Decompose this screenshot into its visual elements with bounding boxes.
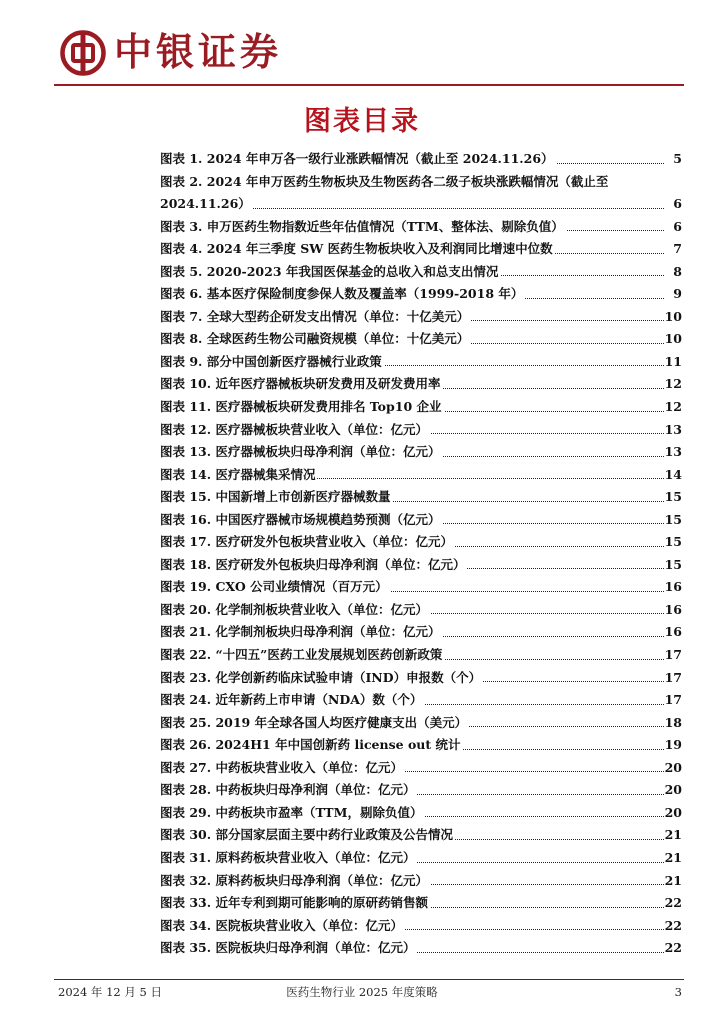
toc-entry-text: 图表 24. 近年新药上市申请（NDA）数（个）: [160, 689, 424, 712]
toc-entry-text: 2024.11.26）: [160, 193, 253, 216]
toc-page-number: 21: [664, 872, 682, 888]
toc-page-number: 6: [673, 196, 682, 212]
toc-entry-text: 图表 23. 化学创新药临床试验申请（IND）申报数（个）: [160, 667, 483, 690]
toc-page-number: 13: [664, 421, 682, 437]
toc-entry-text: 图表 11. 医疗器械板块研发费用排名 Top10 企业: [160, 396, 444, 419]
toc-entry-text: 图表 31. 原料药板块营业收入（单位：亿元）: [160, 847, 417, 870]
toc-page-number: 15: [664, 489, 682, 505]
toc-entry[interactable]: [160, 554, 682, 577]
toc-entry[interactable]: [160, 621, 682, 644]
toc-page-number: 18: [664, 714, 682, 730]
toc-entry-text: 图表 29. 中药板块市盈率（TTM，剔除负值）: [160, 802, 424, 825]
toc-entry-text: 图表 19. CXO 公司业绩情况（百万元）: [160, 576, 390, 599]
toc-entry[interactable]: [160, 892, 682, 915]
toc-entry[interactable]: [160, 779, 682, 802]
toc-entry-text: 图表 20. 化学制剂板块营业收入（单位：亿元）: [160, 599, 430, 622]
bank-of-china-logo-icon: [60, 30, 106, 76]
toc-page-number: 17: [664, 647, 682, 663]
toc-entry[interactable]: [160, 870, 682, 893]
toc-page-number: 22: [664, 940, 682, 956]
toc-page-number: 20: [664, 782, 682, 798]
toc-entry-text: 图表 18. 医疗研发外包板块归母净利润（单位：亿元）: [160, 554, 467, 577]
toc-entry-text: 图表 27. 中药板块营业收入（单位：亿元）: [160, 757, 405, 780]
toc-entry-text: 图表 17. 医疗研发外包板块营业收入（单位：亿元）: [160, 531, 455, 554]
toc-entry-text: 图表 7. 全球大型药企研发支出情况（单位：十亿美元）: [160, 306, 471, 329]
toc-entry[interactable]: [160, 351, 682, 374]
toc-entry[interactable]: [160, 915, 682, 938]
toc-entry[interactable]: [160, 531, 682, 554]
toc-entry-continuation[interactable]: [160, 193, 682, 216]
toc-entry-text: 图表 10. 近年医疗器械板块研发费用及研发费用率: [160, 373, 442, 396]
toc-page-number: 10: [664, 308, 682, 324]
toc-entry[interactable]: [160, 171, 682, 194]
toc-page-number: 16: [664, 601, 682, 617]
toc-entry[interactable]: [160, 441, 682, 464]
toc-entry[interactable]: [160, 238, 682, 261]
toc-entry-text: 图表 9. 部分中国创新医疗器械行业政策: [160, 351, 384, 374]
toc-entry-text: 图表 21. 化学制剂板块归母净利润（单位：亿元）: [160, 621, 442, 644]
toc-entry-text: 图表 28. 中药板块归母净利润（单位：亿元）: [160, 779, 417, 802]
toc-entry[interactable]: [160, 937, 682, 960]
toc-entry[interactable]: [160, 667, 682, 690]
toc-entry[interactable]: [160, 599, 682, 622]
toc-entry-text: 图表 3. 申万医药生物指数近些年估值情况（TTM、整体法、剔除负值）: [160, 216, 566, 239]
toc-page-number: 5: [673, 151, 682, 166]
toc-page-number: 12: [664, 376, 682, 392]
toc-page-number: 6: [673, 218, 682, 234]
toc-page-number: 20: [664, 804, 682, 820]
toc-entry-text: 图表 4. 2024 年三季度 SW 医药生物板块收入及利润同比增速中位数: [160, 238, 555, 261]
toc-page-number: 16: [664, 624, 682, 640]
toc-entry-text: 图表 33. 近年专利到期可能影响的原研药销售额: [160, 892, 430, 915]
toc-page-number: 21: [664, 849, 682, 865]
toc-page-number: 15: [664, 556, 682, 572]
toc-entry[interactable]: [160, 486, 682, 509]
toc-entry-text: 图表 35. 医院板块归母净利润（单位：亿元）: [160, 937, 417, 960]
table-of-figures: [160, 148, 682, 960]
toc-entry[interactable]: [160, 802, 682, 825]
toc-entry[interactable]: [160, 644, 682, 667]
toc-entry[interactable]: [160, 712, 682, 735]
brand-name: 中银证券: [114, 30, 283, 74]
toc-entry-text: 图表 5. 2020-2023 年我国医保基金的总收入和总支出情况: [160, 261, 500, 284]
toc-entry[interactable]: [160, 509, 682, 532]
toc-entry-text: 图表 8. 全球医药生物公司融资规模（单位：十亿美元）: [160, 328, 471, 351]
toc-page-number: 13: [664, 444, 682, 460]
toc-entry-text: 图表 30. 部分国家层面主要中药行业政策及公告情况: [160, 824, 455, 847]
toc-page-number: 10: [664, 331, 682, 347]
toc-page-number: 7: [673, 241, 682, 257]
toc-entry[interactable]: [160, 396, 682, 419]
toc-page-number: 12: [664, 399, 682, 415]
toc-page-number: 22: [664, 917, 682, 933]
footer-page-number: 3: [674, 985, 682, 999]
toc-page-number: 17: [664, 669, 682, 685]
toc-entry[interactable]: [160, 328, 682, 351]
toc-entry-text: 图表 34. 医院板块营业收入（单位：亿元）: [160, 915, 405, 938]
toc-entry[interactable]: [160, 419, 682, 442]
toc-page-number: 19: [664, 737, 682, 753]
toc-entry-text: 图表 15. 中国新增上市创新医疗器械数量: [160, 486, 392, 509]
toc-page-number: 8: [673, 263, 682, 279]
toc-entry[interactable]: [160, 847, 682, 870]
toc-page-number: 17: [664, 692, 682, 708]
toc-entry-text: 图表 2. 2024 年申万医药生物板块及生物医药各二级子板块涨跌幅情况（截止至: [160, 171, 682, 194]
toc-entry-text: 图表 1. 2024 年申万各一级行业涨跌幅情况（截止至 2024.11.26）: [160, 148, 556, 171]
toc-title: 图表目录: [304, 106, 420, 137]
toc-page-number: 20: [664, 759, 682, 775]
footer-date: 2024 年 12 月 5 日: [58, 985, 162, 999]
toc-page-number: 16: [664, 579, 682, 595]
toc-page-number: 11: [664, 353, 682, 369]
toc-entry[interactable]: [160, 373, 682, 396]
toc-entry[interactable]: [160, 464, 682, 487]
toc-entry[interactable]: [160, 576, 682, 599]
toc-page-number: 14: [664, 466, 682, 482]
footer-divider: [54, 979, 684, 980]
toc-entry-text: 图表 12. 医疗器械板块营业收入（单位：亿元）: [160, 419, 430, 442]
toc-entry[interactable]: [160, 283, 682, 306]
header-divider: [54, 84, 684, 86]
toc-entry-text: 图表 25. 2019 年全球各国人均医疗健康支出（美元）: [160, 712, 469, 735]
toc-entry[interactable]: [160, 824, 682, 847]
toc-entry-text: 图表 14. 医疗器械集采情况: [160, 464, 317, 487]
toc-entry-text: 图表 26. 2024H1 年中国创新药 license out 统计: [160, 734, 463, 757]
toc-entry[interactable]: [160, 261, 682, 284]
toc-entry[interactable]: [160, 306, 682, 329]
toc-entry[interactable]: [160, 216, 682, 239]
toc-entry-text: 图表 32. 原料药板块归母净利润（单位：亿元）: [160, 870, 430, 893]
toc-page-number: 15: [664, 534, 682, 550]
toc-entry[interactable]: [160, 757, 682, 780]
toc-page-number: 15: [664, 511, 682, 527]
footer-report-title: 医药生物行业 2025 年度策略: [286, 985, 438, 999]
toc-page-number: 9: [673, 286, 682, 302]
toc-entry[interactable]: [160, 148, 682, 171]
toc-entry-text: 图表 22. “十四五”医药工业发展规划医药创新政策: [160, 644, 444, 667]
toc-entry-text: 图表 16. 中国医疗器械市场规模趋势预测（亿元）: [160, 509, 442, 532]
toc-page-number: 22: [664, 895, 682, 911]
toc-entry-text: 图表 6. 基本医疗保险制度参保人数及覆盖率（1999-2018 年）: [160, 283, 525, 306]
toc-page-number: 21: [664, 827, 682, 843]
toc-entry[interactable]: [160, 734, 682, 757]
toc-entry[interactable]: [160, 689, 682, 712]
toc-entry-text: 图表 13. 医疗器械板块归母净利润（单位：亿元）: [160, 441, 442, 464]
